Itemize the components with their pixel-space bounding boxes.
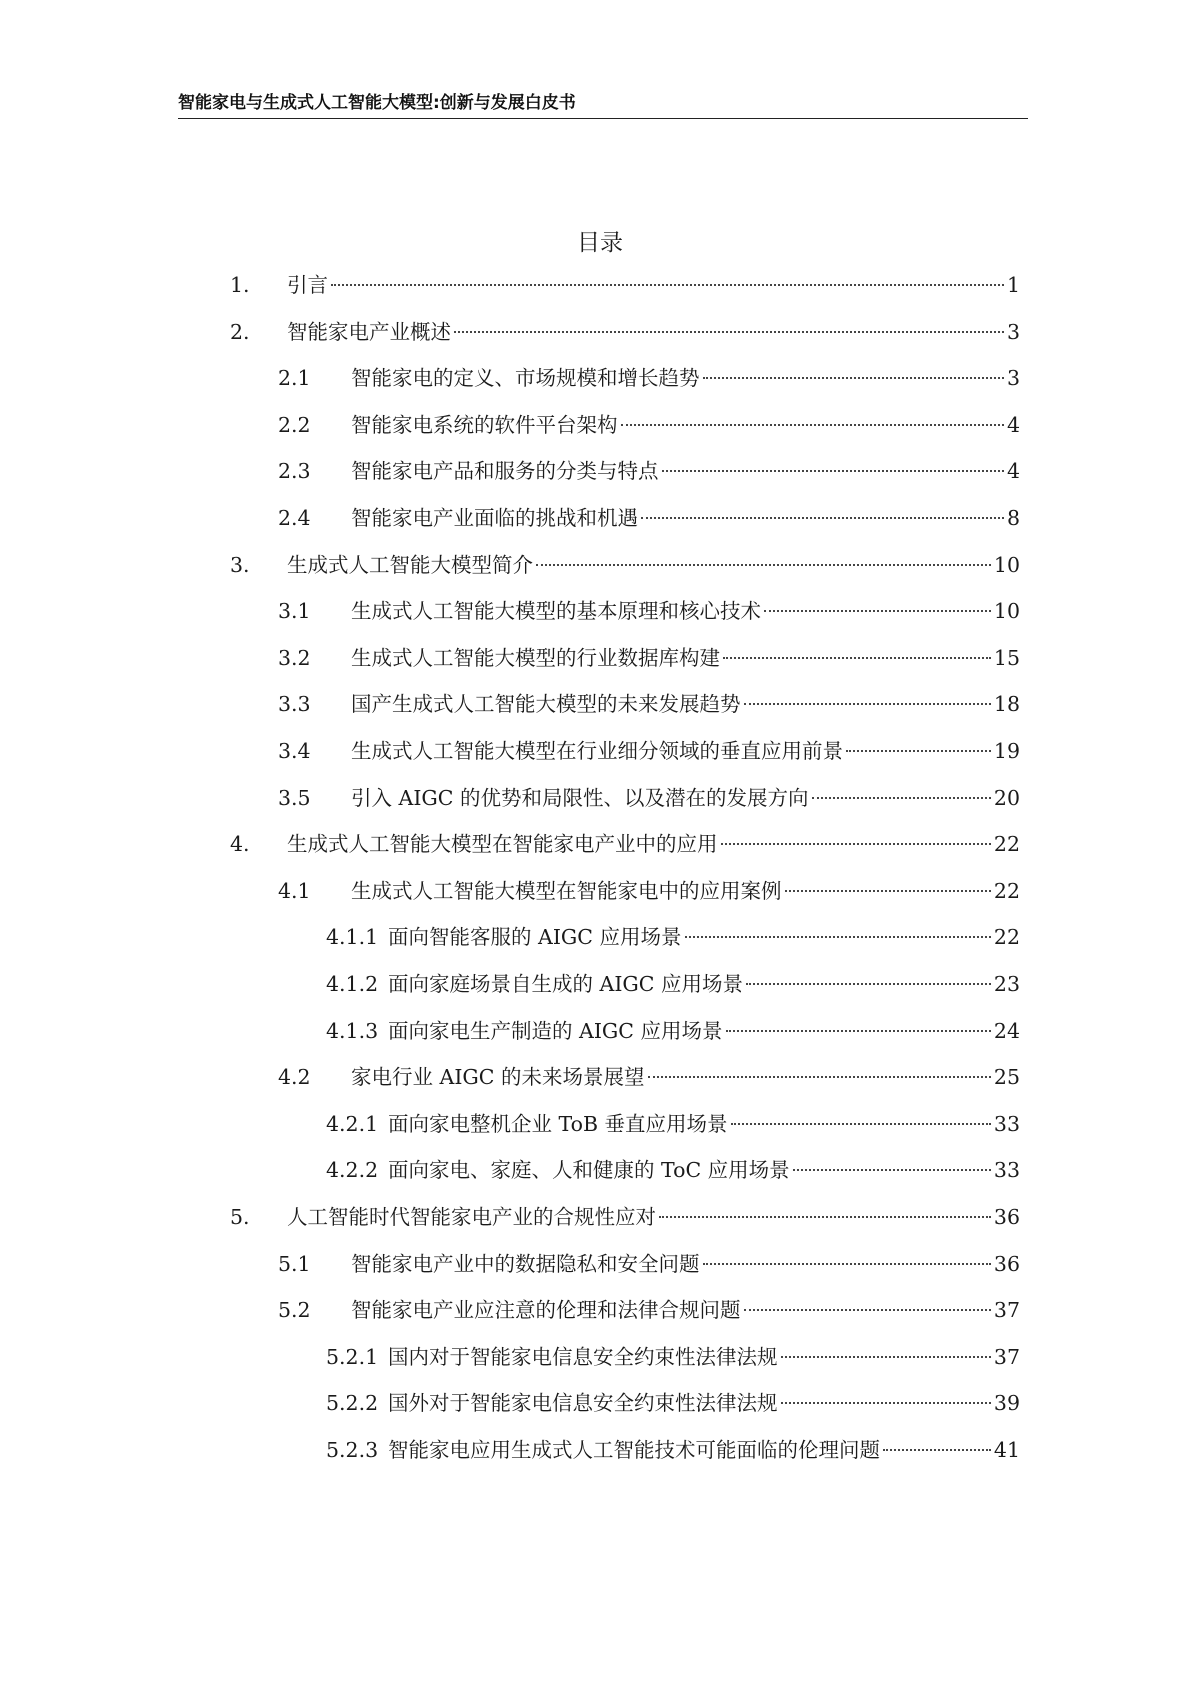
toc-entry-page: 25: [993, 1065, 1020, 1089]
toc-entry-page: 22: [993, 879, 1020, 903]
toc-entry-page: 22: [993, 925, 1020, 949]
toc-entry-page: 19: [993, 739, 1020, 763]
toc-entry[interactable]: [230, 315, 1020, 349]
toc-dot-leader: [454, 331, 1004, 333]
toc-entry[interactable]: [326, 1433, 1020, 1467]
toc-entry-number: 4.1.2: [326, 972, 379, 996]
toc-entry-page: 10: [993, 553, 1020, 577]
toc-entry-number: 4.: [230, 832, 250, 856]
toc-dot-leader: [723, 657, 991, 659]
toc-dot-leader: [744, 1309, 991, 1311]
toc-dot-leader: [781, 1402, 991, 1404]
toc-dot-leader: [781, 1356, 991, 1358]
toc-entry-page: 33: [993, 1158, 1020, 1182]
toc-entry-page: 20: [993, 786, 1020, 810]
toc-entry[interactable]: [230, 548, 1020, 582]
toc-entry-title: 国产生成式人工智能大模型的未来发展趋势: [351, 692, 741, 716]
toc-entry[interactable]: [278, 594, 1020, 628]
toc-entry[interactable]: [278, 1060, 1020, 1094]
toc-entry-title: 智能家电产业概述: [287, 320, 451, 344]
toc-entry[interactable]: [278, 454, 1020, 488]
toc-entry-number: 3.2: [278, 646, 311, 670]
toc-dot-leader: [812, 797, 991, 799]
toc-entry-page: 41: [993, 1438, 1020, 1462]
toc-entry-number: 4.1: [278, 879, 311, 903]
toc-entry-page: 4: [1006, 413, 1020, 437]
toc-entry[interactable]: [278, 781, 1020, 815]
toc-entry-title: 引入 AIGC 的优势和局限性、以及潜在的发展方向: [351, 786, 809, 810]
toc-entry-page: 36: [993, 1252, 1020, 1276]
toc-entry-number: 2.: [230, 320, 250, 344]
toc-entry-page: 23: [993, 972, 1020, 996]
toc-entry[interactable]: [326, 920, 1020, 954]
toc-entry-title: 国外对于智能家电信息安全约束性法律法规: [388, 1391, 778, 1415]
toc-entry-number: 4.2: [278, 1065, 311, 1089]
toc-entry[interactable]: [278, 874, 1020, 908]
toc-entry[interactable]: [326, 1107, 1020, 1141]
toc-entry-number: 3.3: [278, 692, 311, 716]
toc-entry-title: 智能家电应用生成式人工智能技术可能面临的伦理问题: [388, 1438, 880, 1462]
toc-dot-leader: [764, 610, 991, 612]
toc-entry-title: 生成式人工智能大模型在行业细分领域的垂直应用前景: [351, 739, 843, 763]
toc-entry-number: 5.2.2: [326, 1391, 379, 1415]
toc-entry-number: 3.4: [278, 739, 311, 763]
toc-dot-leader: [703, 377, 1004, 379]
toc-entry-number: 1.: [230, 273, 250, 297]
toc-entry-number: 2.4: [278, 506, 311, 530]
toc-entry-number: 3.1: [278, 599, 311, 623]
toc-entry-page: 8: [1006, 506, 1020, 530]
toc-entry-page: 37: [993, 1298, 1020, 1322]
toc-entry-title: 智能家电系统的软件平台架构: [351, 413, 618, 437]
toc-entry-number: 3.: [230, 553, 250, 577]
toc-entry-page: 33: [993, 1112, 1020, 1136]
toc-entry-page: 4: [1006, 459, 1020, 483]
toc-entry-title: 智能家电产业面临的挑战和机遇: [351, 506, 638, 530]
toc-entry-number: 5.2.3: [326, 1438, 379, 1462]
toc-entry-title: 生成式人工智能大模型的行业数据库构建: [351, 646, 720, 670]
toc-entry-number: 4.1.1: [326, 925, 379, 949]
toc-dot-leader: [648, 1076, 991, 1078]
toc-entry-title: 智能家电的定义、市场规模和增长趋势: [351, 366, 700, 390]
toc-entry-page: 3: [1006, 320, 1020, 344]
toc-dot-leader: [621, 424, 1004, 426]
toc-entry-number: 2.3: [278, 459, 311, 483]
toc-entry-page: 37: [993, 1345, 1020, 1369]
toc-entry-title: 智能家电产业应注意的伦理和法律合规问题: [351, 1298, 741, 1322]
toc-entry-page: 22: [993, 832, 1020, 856]
toc-entry[interactable]: [326, 1340, 1020, 1374]
toc-dot-leader: [785, 890, 991, 892]
toc-dot-leader: [659, 1216, 991, 1218]
toc-entry-title: 生成式人工智能大模型的基本原理和核心技术: [351, 599, 761, 623]
toc-entry-number: 5.2: [278, 1298, 311, 1322]
toc-dot-leader: [744, 703, 991, 705]
toc-entry-number: 5.: [230, 1205, 250, 1229]
toc-heading: 目录: [577, 230, 623, 256]
toc-entry[interactable]: [230, 268, 1020, 302]
toc-entry-number: 4.2.2: [326, 1158, 379, 1182]
toc-entry-number: 2.2: [278, 413, 311, 437]
document-title: 智能家电与生成式人工智能大模型:创新与发展白皮书: [178, 93, 576, 113]
toc-entry-title: 生成式人工智能大模型在智能家电产业中的应用: [287, 832, 718, 856]
toc-dot-leader: [746, 983, 991, 985]
toc-dot-leader: [703, 1263, 991, 1265]
toc-entry-title: 人工智能时代智能家电产业的合规性应对: [287, 1205, 656, 1229]
toc-entry-title: 面向家电整机企业 ToB 垂直应用场景: [388, 1112, 728, 1136]
toc-entry-page: 1: [1006, 273, 1020, 297]
toc-entry[interactable]: [278, 408, 1020, 442]
toc-entry-title: 生成式人工智能大模型在智能家电中的应用案例: [351, 879, 782, 903]
toc-dot-leader: [331, 284, 1004, 286]
toc-entry[interactable]: [278, 687, 1020, 721]
toc-dot-leader: [883, 1449, 991, 1451]
toc-entry[interactable]: [278, 501, 1020, 535]
toc-dot-leader: [641, 517, 1004, 519]
toc-entry[interactable]: [278, 641, 1020, 675]
toc-entry[interactable]: [230, 827, 1020, 861]
toc-entry[interactable]: [326, 967, 1020, 1001]
toc-entry-title: 生成式人工智能大模型简介: [287, 553, 533, 577]
toc-entry-title: 面向家电生产制造的 AIGC 应用场景: [388, 1019, 723, 1043]
toc-entry-title: 面向智能客服的 AIGC 应用场景: [388, 925, 682, 949]
toc-dot-leader: [685, 936, 991, 938]
toc-entry[interactable]: [278, 361, 1020, 395]
toc-entry-title: 面向家庭场景自生成的 AIGC 应用场景: [388, 972, 743, 996]
toc-entry-title: 智能家电产品和服务的分类与特点: [351, 459, 659, 483]
running-header: [178, 88, 1028, 119]
toc-dot-leader: [846, 750, 991, 752]
toc-dot-leader: [726, 1030, 991, 1032]
toc-dot-leader: [793, 1169, 991, 1171]
toc-dot-leader: [731, 1123, 991, 1125]
toc-entry[interactable]: [278, 1247, 1020, 1281]
toc-entry-number: 4.1.3: [326, 1019, 379, 1043]
toc-entry-title: 国内对于智能家电信息安全约束性法律法规: [388, 1345, 778, 1369]
toc-entry-number: 4.2.1: [326, 1112, 379, 1136]
toc-entry-page: 36: [993, 1205, 1020, 1229]
toc-entry[interactable]: [326, 1014, 1020, 1048]
toc-dot-leader: [662, 470, 1004, 472]
toc-entry-page: 15: [993, 646, 1020, 670]
toc-entry-number: 5.1: [278, 1252, 311, 1276]
toc-dot-leader: [536, 564, 991, 566]
toc-entry-title: 引言: [287, 273, 328, 297]
toc-entry-page: 10: [993, 599, 1020, 623]
toc-entry-number: 5.2.1: [326, 1345, 379, 1369]
toc-entry-page: 3: [1006, 366, 1020, 390]
toc-entry-page: 39: [993, 1391, 1020, 1415]
toc-entry[interactable]: [278, 1293, 1020, 1327]
toc-entry-page: 18: [993, 692, 1020, 716]
toc-entry-page: 24: [993, 1019, 1020, 1043]
toc-entry[interactable]: [326, 1386, 1020, 1420]
toc-entry-title: 面向家电、家庭、人和健康的 ToC 应用场景: [388, 1158, 790, 1182]
toc-entry-number: 2.1: [278, 366, 311, 390]
toc-entry[interactable]: [278, 734, 1020, 768]
toc-entry[interactable]: [326, 1153, 1020, 1187]
toc-entry-title: 家电行业 AIGC 的未来场景展望: [351, 1065, 645, 1089]
toc-entry-title: 智能家电产业中的数据隐私和安全问题: [351, 1252, 700, 1276]
toc-entry[interactable]: [230, 1200, 1020, 1234]
toc-entry-number: 3.5: [278, 786, 311, 810]
toc-dot-leader: [721, 843, 991, 845]
